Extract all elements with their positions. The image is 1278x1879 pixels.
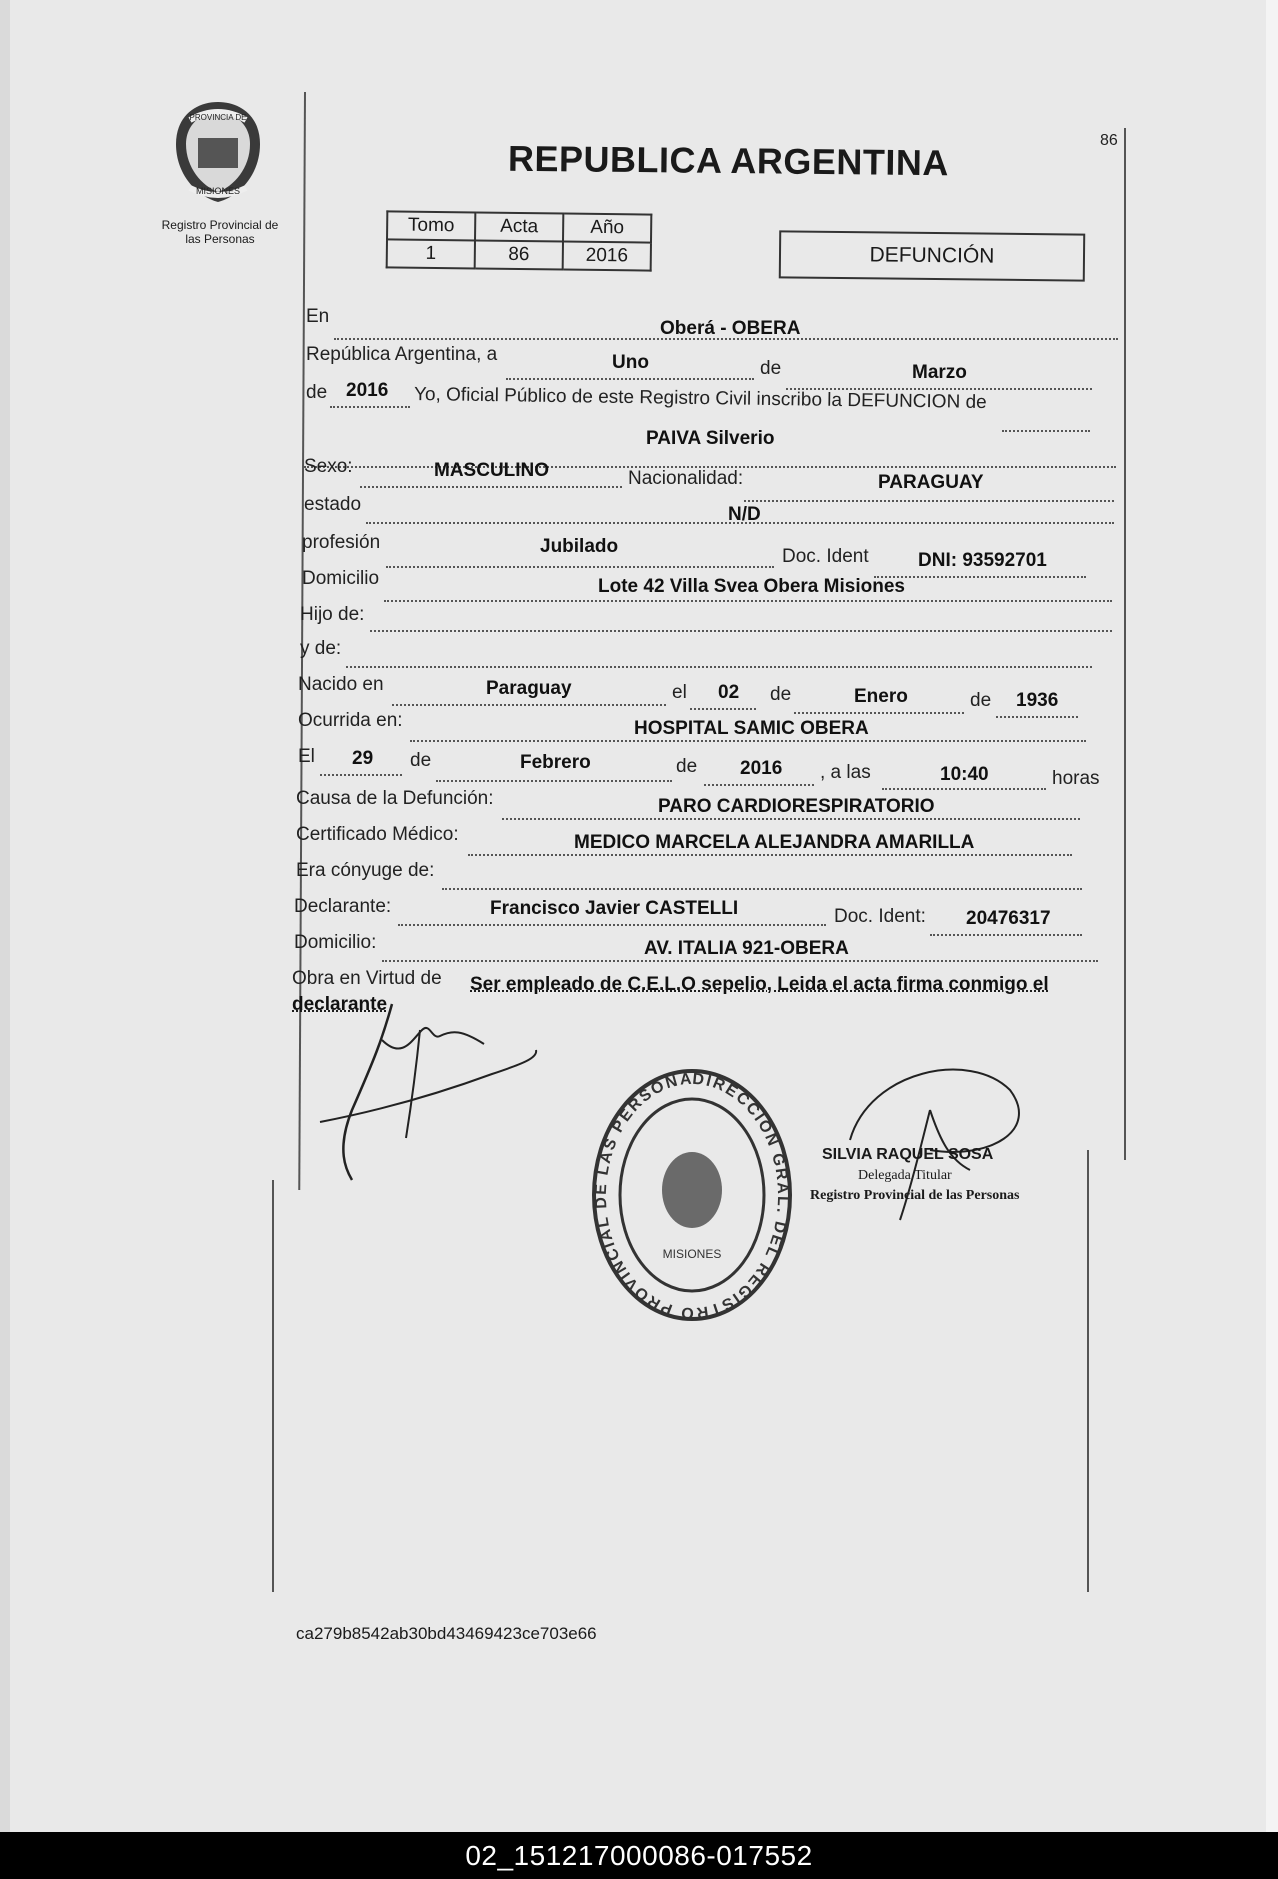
document-type-box: DEFUNCIÓN	[779, 230, 1085, 281]
republica-label: República Argentina, a	[306, 344, 498, 365]
obra-value-2: declarante	[292, 994, 388, 1015]
table-header-ano: Año	[563, 214, 651, 243]
seal-ring-text: DIRECCION GRAL. DEL REGISTRO PROVINCIAL DE LAS PERSONA	[592, 1070, 792, 1322]
official-seal	[586, 1062, 798, 1333]
conyuge-label: Era cónyuge de:	[296, 860, 435, 881]
def-hora-line	[882, 788, 1046, 790]
nac-dia-line	[690, 708, 756, 710]
declarante-line	[398, 924, 826, 926]
nacido-label: Nacido en	[298, 674, 384, 695]
nacionalidad-label: Nacionalidad:	[628, 468, 744, 489]
causa-line	[502, 818, 1080, 820]
official-name: SILVIA RAQUEL SOSA	[822, 1146, 994, 1163]
table-header-acta: Acta	[475, 212, 563, 241]
def-anio-line	[704, 784, 814, 786]
horas-label: horas	[1052, 768, 1100, 789]
nac-anio-value: 1936	[1016, 690, 1059, 711]
def-mes-value: Febrero	[520, 752, 591, 773]
tomo-acta-ano-table	[386, 210, 653, 271]
registry-line-1: Registro Provincial de	[161, 218, 279, 232]
official-office: Registro Provincial de las Personas	[810, 1188, 1020, 1203]
table-value-ano: 2016	[563, 242, 651, 271]
hijo-line	[370, 630, 1112, 632]
dia-line	[506, 378, 754, 380]
certificado-label: Certificado Médico:	[296, 824, 459, 845]
logo-text-top: PROVINCIA DE	[189, 113, 247, 122]
doc2-line	[930, 934, 1082, 936]
de-label-3: de	[770, 684, 792, 705]
nac-anio-line	[996, 716, 1078, 718]
de-label-1: de	[760, 358, 782, 379]
scan-footer-id: 02_151217000086-017552	[0, 1832, 1278, 1879]
nombre-value: PAIVA Silverio	[646, 428, 775, 449]
profesion-value: Jubilado	[540, 536, 619, 557]
mes-value: Marzo	[912, 362, 967, 383]
declarante-label: Declarante:	[294, 896, 392, 917]
certificado-value: MEDICO MARCELA ALEJANDRA AMARILLA	[574, 832, 975, 853]
yde-label: y de:	[300, 638, 342, 659]
page-edge	[1266, 0, 1278, 1832]
anio-value: 2016	[346, 380, 389, 401]
de-label-5: de	[410, 750, 432, 771]
document-hash: ca279b8542ab30bd43469423ce703e66	[296, 1624, 597, 1643]
anio-line	[330, 406, 410, 408]
nac-mes-value: Enero	[854, 686, 908, 707]
obra-label: Obra en Virtud de	[292, 968, 442, 989]
def-mes-line	[436, 780, 672, 782]
table-header-tomo: Tomo	[387, 211, 475, 240]
right-margin-line	[1124, 128, 1126, 1160]
yde-line	[346, 666, 1092, 668]
registry-line-2: las Personas	[185, 232, 255, 246]
nac-mes-line	[794, 712, 964, 714]
table-value-acta: 86	[475, 240, 563, 269]
certificado-line	[468, 854, 1072, 856]
domicilio-line	[384, 600, 1112, 602]
profesion-label: profesión	[302, 532, 381, 553]
de-label-6: de	[676, 756, 698, 777]
sexo-label: Sexo:	[304, 456, 353, 477]
estado-value: N/D	[728, 504, 761, 525]
obra-value: Ser empleado de C.E.L.O sepelio, Leida el acta firma conmigo el	[470, 974, 1049, 995]
domicilio-label: Domicilio	[302, 568, 380, 589]
table-value-tomo: 1	[387, 239, 475, 268]
declarante-value: Francisco Javier CASTELLI	[490, 898, 739, 919]
alas-label: , a las	[820, 762, 871, 783]
official-role: Delegada Titular	[858, 1168, 952, 1183]
inscribo-text: Yo, Oficial Público de este Registro Civil inscribo la DEFUNCION de	[413, 384, 987, 413]
ocurrida-line	[410, 740, 1086, 742]
sexo-line	[360, 486, 622, 488]
def-anio-value: 2016	[740, 758, 783, 779]
de-label-2: de	[306, 382, 328, 403]
page-number: 86	[1100, 132, 1118, 149]
def-dia-line	[320, 774, 402, 776]
profesion-line	[386, 566, 774, 568]
doc2-value: 20476317	[966, 908, 1051, 929]
document-title: REPUBLICA ARGENTINA	[507, 137, 950, 184]
nacionalidad-value: PARAGUAY	[878, 472, 984, 493]
left-margin-line-lower	[272, 1180, 274, 1592]
causa-label: Causa de la Defunción:	[296, 788, 494, 809]
def-dia-value: 29	[352, 748, 374, 769]
ocurrida-value: HOSPITAL SAMIC OBERA	[634, 718, 869, 739]
right-margin-line-lower	[1087, 1150, 1089, 1592]
domicilio2-label: Domicilio:	[294, 932, 377, 953]
inscribo-line	[1002, 430, 1090, 432]
def-hora-value: 10:40	[940, 764, 989, 785]
ocurrida-label: Ocurrida en:	[298, 710, 403, 731]
logo-text-bottom: MISIONES	[195, 186, 241, 196]
declarant-signature	[312, 1000, 552, 1190]
doc2-label: Doc. Ident:	[834, 906, 926, 927]
sexo-value: MASCULINO	[434, 460, 550, 481]
dia-value: Uno	[612, 352, 649, 373]
en-label: En	[306, 306, 330, 327]
doc-ident-label: Doc. Ident	[782, 546, 869, 567]
en-value: Oberá - OBERA	[660, 318, 801, 339]
nacido-value: Paraguay	[486, 678, 572, 699]
doc-ident-value: DNI: 93592701	[918, 550, 1047, 571]
el-label: el	[672, 682, 687, 703]
nacionalidad-line	[744, 500, 1114, 502]
domicilio2-line	[382, 960, 1098, 962]
de-label-4: de	[970, 690, 992, 711]
doc-ident-line	[874, 576, 1086, 578]
nacido-line	[392, 704, 666, 706]
hijo-label: Hijo de:	[300, 604, 365, 625]
seal-inner-text: MISIONES	[662, 1247, 722, 1261]
el2-label: El	[298, 746, 315, 767]
nac-dia-value: 02	[718, 682, 740, 703]
registry-caption	[150, 218, 290, 246]
domicilio-value: Lote 42 Villa Svea Obera Misiones	[598, 576, 905, 597]
misiones-coat-of-arms	[170, 98, 266, 211]
causa-value: PARO CARDIORESPIRATORIO	[658, 796, 935, 817]
estado-label: estado	[304, 494, 362, 515]
domicilio2-value: AV. ITALIA 921-OBERA	[644, 938, 849, 959]
conyuge-line	[442, 888, 1082, 890]
